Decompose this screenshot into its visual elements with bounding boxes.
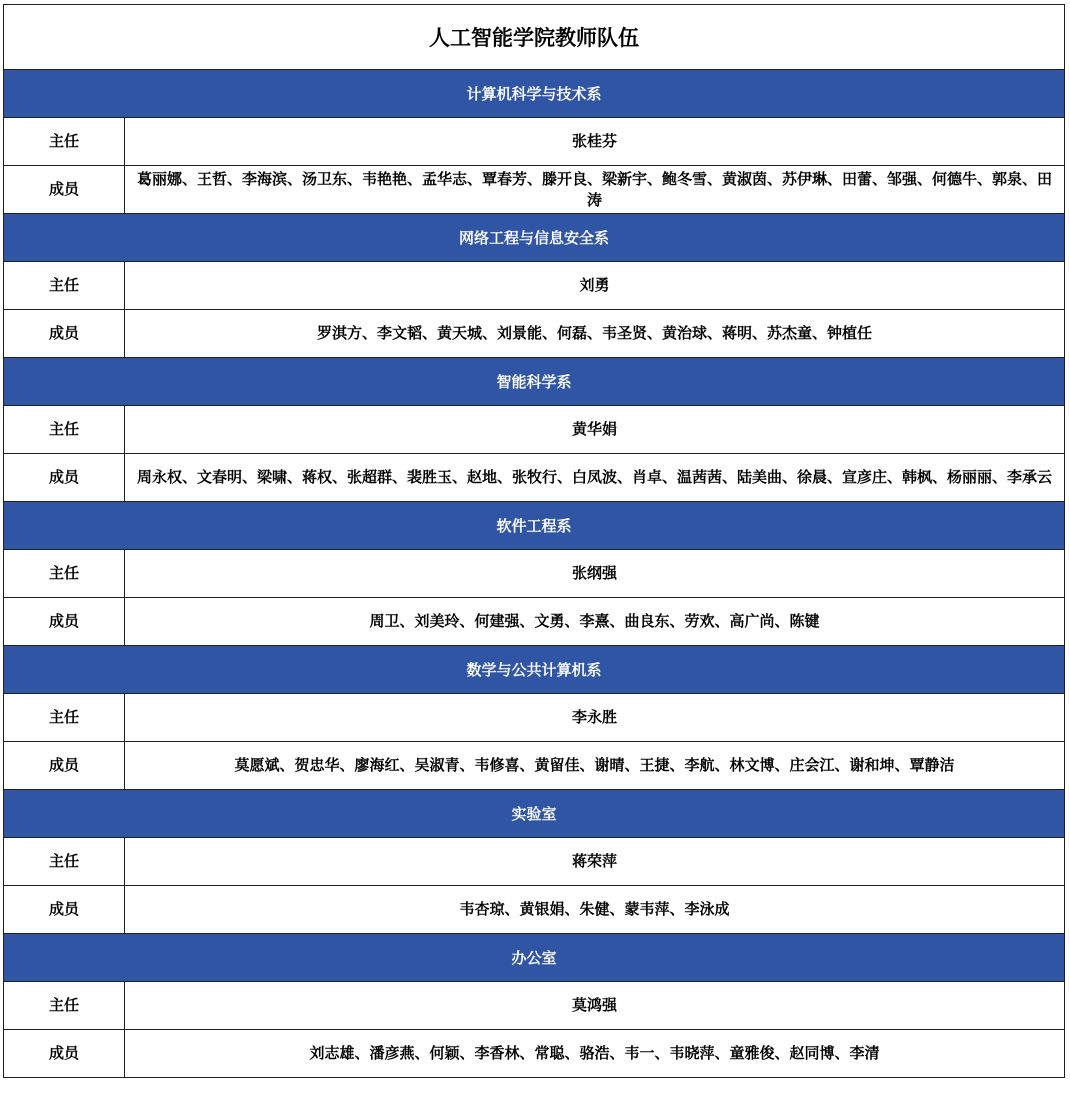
director-label: 主任 (4, 838, 125, 886)
director-row (4, 550, 1065, 598)
members-label: 成员 (4, 1030, 125, 1078)
director-row (4, 118, 1065, 166)
title-row (4, 5, 1065, 70)
staff-table-container (3, 4, 1065, 1078)
members-label: 成员 (4, 742, 125, 790)
department-name: 智能科学系 (4, 358, 1065, 406)
members-row (4, 742, 1065, 790)
members-list: 刘志雄、潘彦燕、何颖、李香林、常聪、骆浩、韦一、韦晓萍、童雅俊、赵同博、李清 (125, 1030, 1065, 1078)
department-row (4, 646, 1065, 694)
members-row (4, 166, 1065, 214)
members-row (4, 454, 1065, 502)
director-name: 李永胜 (125, 694, 1065, 742)
members-list: 葛丽娜、王哲、李海滨、汤卫东、韦艳艳、孟华志、覃春芳、滕开良、梁新宇、鲍冬雪、黄淑茵、苏伊琳、田蕾、邹强、何德牛、郭泉、田涛 (125, 166, 1065, 214)
members-label: 成员 (4, 454, 125, 502)
department-row (4, 70, 1065, 118)
department-row (4, 502, 1065, 550)
director-label: 主任 (4, 982, 125, 1030)
members-label: 成员 (4, 598, 125, 646)
department-name: 网络工程与信息安全系 (4, 214, 1065, 262)
director-row (4, 694, 1065, 742)
members-label: 成员 (4, 310, 125, 358)
department-row (4, 934, 1065, 982)
department-name: 数学与公共计算机系 (4, 646, 1065, 694)
page-title: 人工智能学院教师队伍 (4, 5, 1065, 70)
director-name: 张桂芬 (125, 118, 1065, 166)
members-row (4, 598, 1065, 646)
director-name: 蒋荣萍 (125, 838, 1065, 886)
director-row (4, 838, 1065, 886)
department-name: 计算机科学与技术系 (4, 70, 1065, 118)
director-label: 主任 (4, 694, 125, 742)
department-name: 实验室 (4, 790, 1065, 838)
members-list: 韦杏琼、黄银娟、朱健、蒙韦萍、李泳成 (125, 886, 1065, 934)
department-row (4, 358, 1065, 406)
members-list: 周卫、刘美玲、何建强、文勇、李熹、曲良东、劳欢、高广尚、陈键 (125, 598, 1065, 646)
director-label: 主任 (4, 406, 125, 454)
director-name: 莫鸿强 (125, 982, 1065, 1030)
members-label: 成员 (4, 166, 125, 214)
director-label: 主任 (4, 550, 125, 598)
members-row (4, 310, 1065, 358)
department-row (4, 790, 1065, 838)
department-name: 软件工程系 (4, 502, 1065, 550)
department-row (4, 214, 1065, 262)
members-list: 莫愿斌、贺忠华、廖海红、吴淑青、韦修喜、黄留佳、谢晴、王捷、李航、林文博、庄会江、谢和坤、覃静洁 (125, 742, 1065, 790)
director-name: 刘勇 (125, 262, 1065, 310)
staff-table (3, 4, 1065, 1078)
department-name: 办公室 (4, 934, 1065, 982)
director-row (4, 982, 1065, 1030)
director-label: 主任 (4, 262, 125, 310)
members-list: 周永权、文春明、梁啸、蒋权、张超群、裴胜玉、赵地、张牧行、白凤波、肖卓、温茜茜、陆美曲、徐晨、宣彦庄、韩枫、杨丽丽、李承云 (125, 454, 1065, 502)
director-label: 主任 (4, 118, 125, 166)
director-name: 张纲强 (125, 550, 1065, 598)
director-name: 黄华娟 (125, 406, 1065, 454)
members-list: 罗淇方、李文韬、黄天城、刘景能、何磊、韦圣贤、黄治球、蒋明、苏杰童、钟植任 (125, 310, 1065, 358)
members-row (4, 886, 1065, 934)
director-row (4, 262, 1065, 310)
members-label: 成员 (4, 886, 125, 934)
members-row (4, 1030, 1065, 1078)
director-row (4, 406, 1065, 454)
